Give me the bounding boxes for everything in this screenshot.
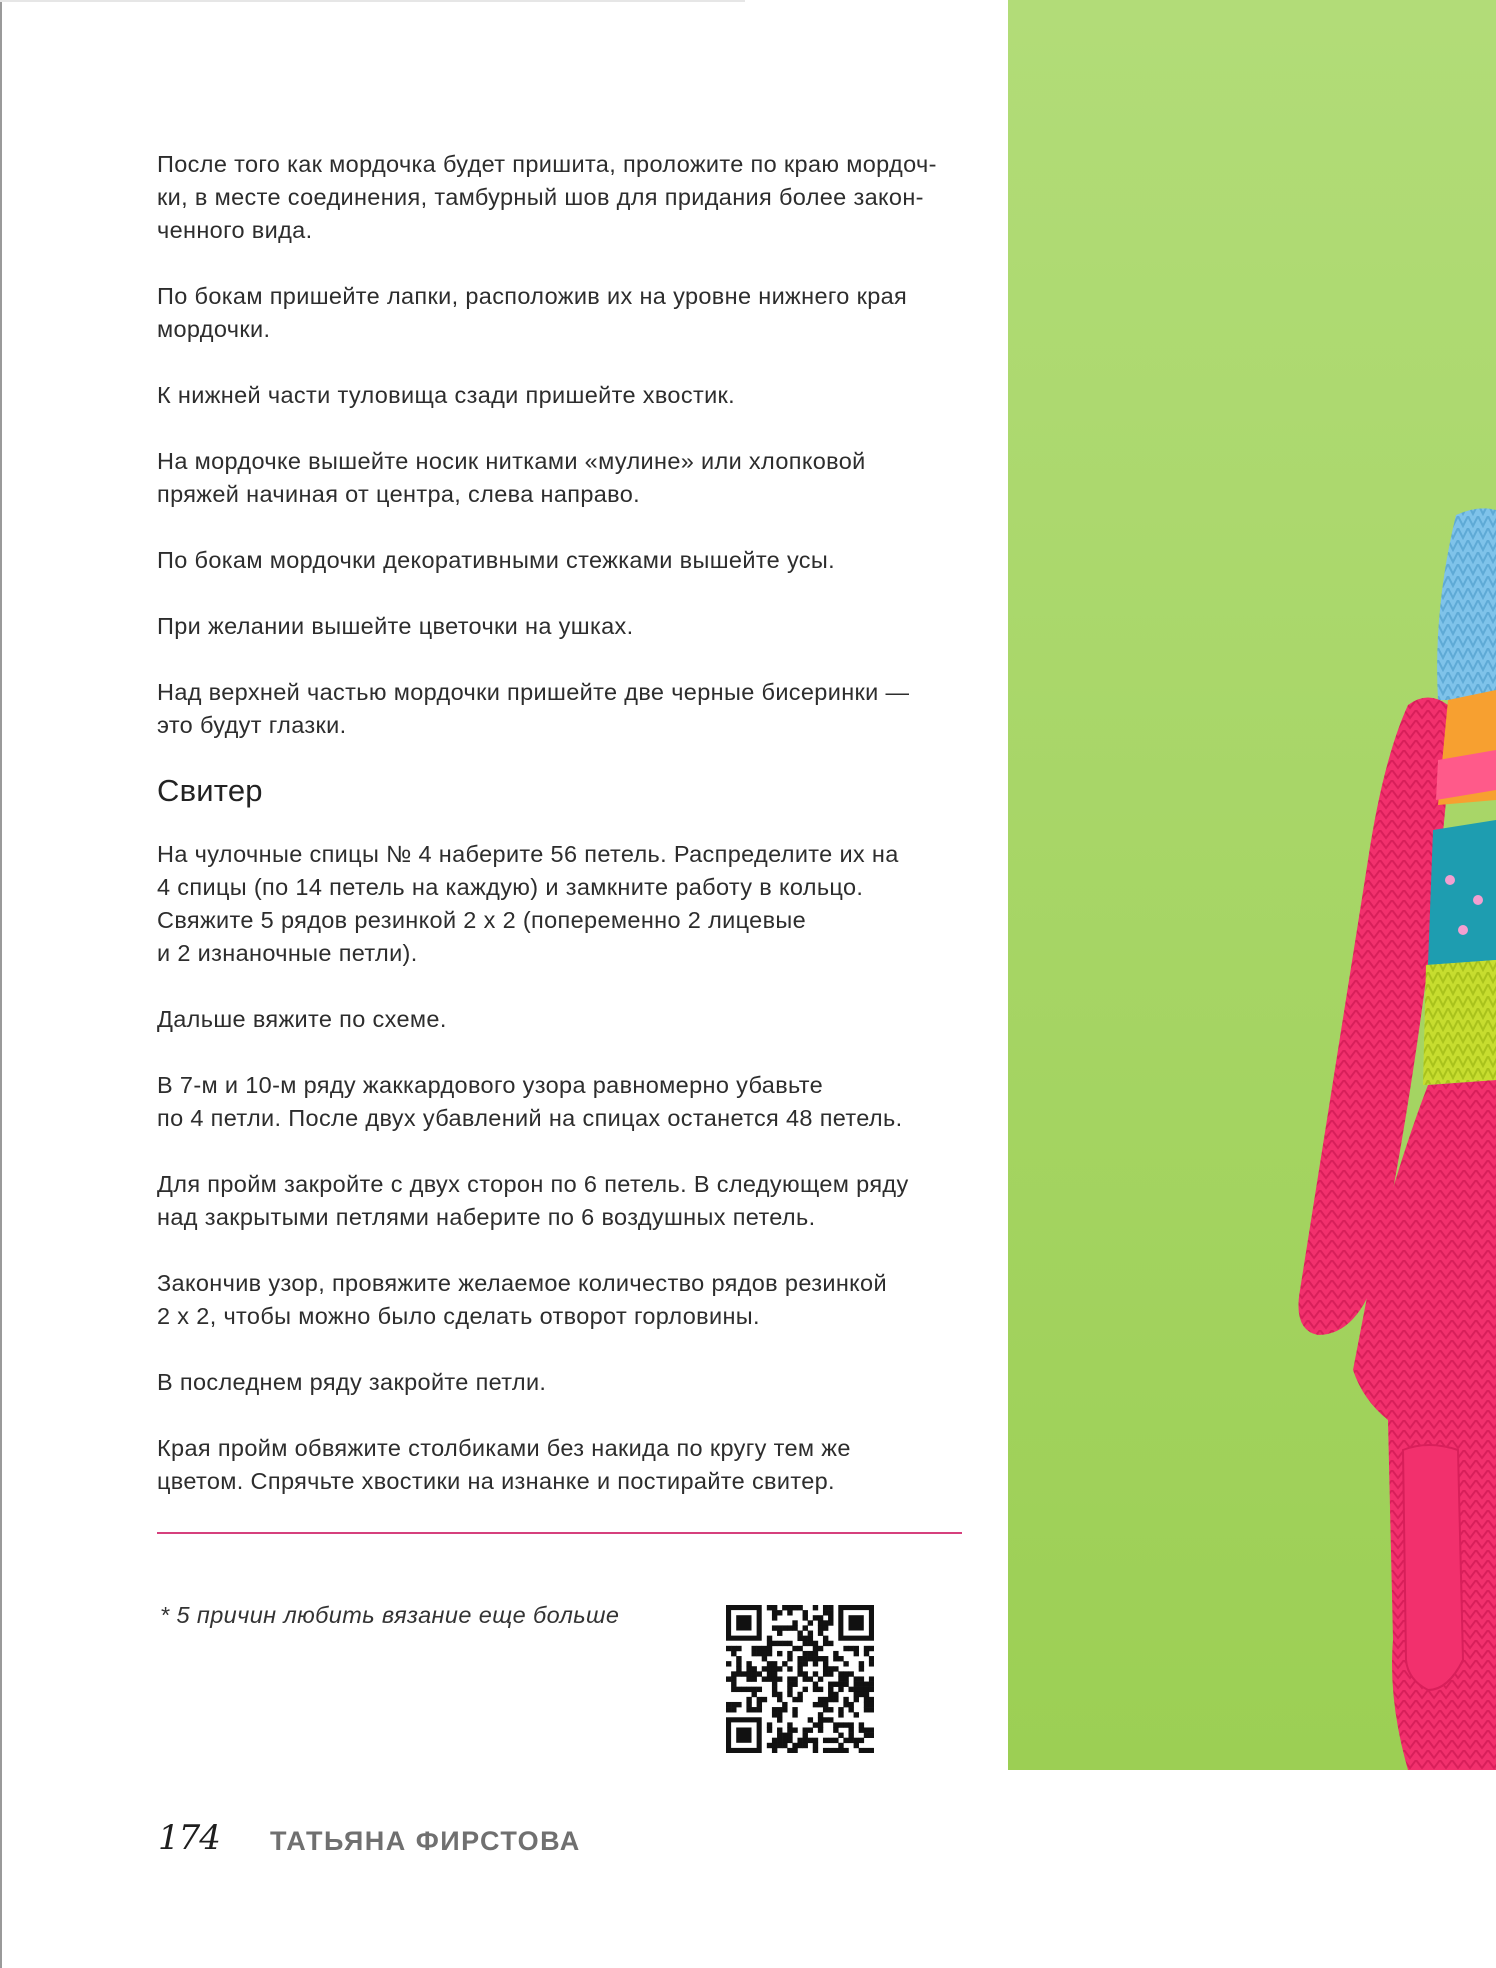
paragraph: После того как мордочка будет пришита, проложите по краю мордоч- ки, в месте соединения, тамбурный шов для придания более закон- ченного вида. <box>157 151 937 243</box>
paragraph: Над верхней частью мордочки пришейте две черные бисеринки — это будут глазки. <box>157 679 910 738</box>
paragraph: Края пройм обвяжите столбиками без накида по кругу тем же цветом. Спрячьте хвостики на изнанке и постирайте свитер. <box>157 1435 851 1494</box>
top-edge-line <box>0 0 745 2</box>
paragraph: По бокам пришейте лапки, расположив их на уровне нижнего края мордочки. <box>157 283 908 342</box>
paragraph: В последнем ряду закройте петли. <box>157 1369 547 1395</box>
section-divider <box>157 1532 962 1534</box>
paragraph: На чулочные спицы № 4 наберите 56 петель. Распределите их на 4 спицы (по 14 петель на каждую) и замкните работу в кольцо. Свяжите 5 рядов резинкой 2 х 2 (попеременно 2 лицевые и 2 изнаночные петли). <box>157 841 899 966</box>
paragraph: На мордочке вышейте носик нитками «мулине» или хлопковой пряжей начиная от центра, слева направо. <box>157 448 866 507</box>
paragraph: Закончив узор, провяжите желаемое количество рядов резинкой 2 х 2, чтобы можно было сделать отворот горловины. <box>157 1270 887 1329</box>
footnote: * 5 причин любить вязание еще больше <box>160 1602 620 1628</box>
author-name: ТАТЬЯНА ФИРСТОВА <box>270 1826 581 1856</box>
page-number: 174 <box>158 1818 220 1858</box>
paragraph: По бокам мордочки декоративными стежками вышейте усы. <box>157 547 836 573</box>
section-heading: Свитер <box>157 773 263 808</box>
sweater-teal-band <box>1428 820 1496 965</box>
page-edge-line <box>0 0 2 1968</box>
sweater-yellow-ribbing <box>1423 960 1496 1085</box>
paragraph: К нижней части туловища сзади пришейте хвостик. <box>157 382 736 408</box>
paragraph: Дальше вяжите по схеме. <box>157 1006 447 1032</box>
paragraph: В 7-м и 10-м ряду жаккардового узора равномерно убавьте по 4 петли. После двух убавлений на спицах останется 48 петель. <box>157 1072 903 1131</box>
toy-leg <box>1403 1445 1463 1690</box>
paragraph: При желании вышейте цветочки на ушках. <box>157 613 634 639</box>
qr-code-icon[interactable] <box>726 1605 874 1753</box>
knitted-toy-photo <box>1008 0 1496 1770</box>
paragraph: Для пройм закройте с двух сторон по 6 петель. В следующем ряду над закрытыми петлями наберите по 6 воздушных петель. <box>157 1171 909 1230</box>
body-text-column <box>157 148 977 1531</box>
